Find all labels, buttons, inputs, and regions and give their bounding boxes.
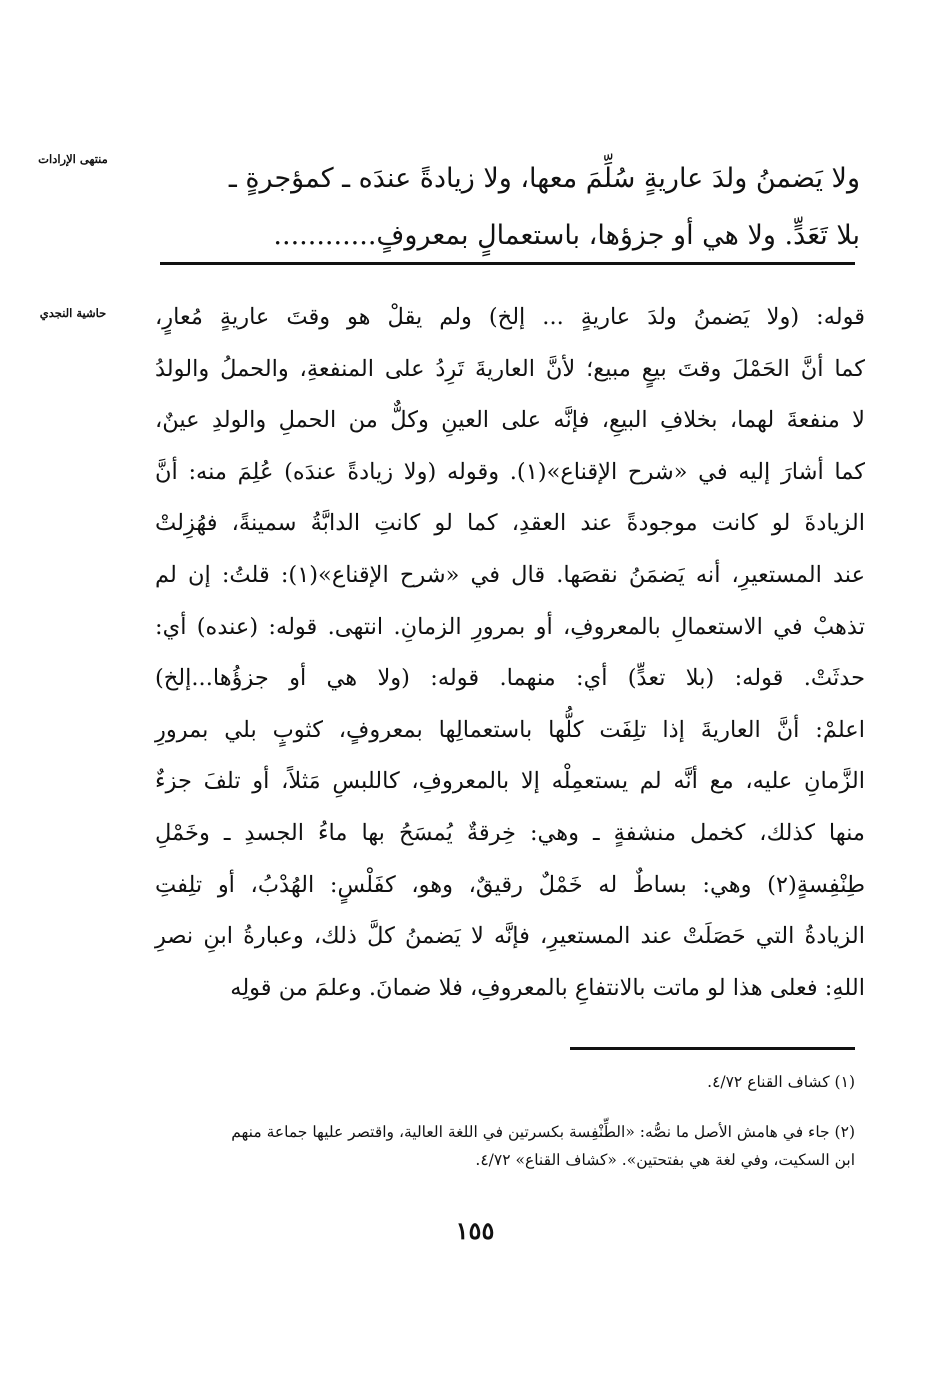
page-number: ١٥٥ <box>455 1216 495 1245</box>
commentary-line: كما أشارَ إليه في «شرح الإقناع»(١). وقوله (ولا زيادةً عندَه) عُلِمَ منه: أنَّ <box>155 458 866 485</box>
commentary-line: الزيادةَ لو كانت موجودةً عند العقدِ، كما لو كانتِ الدابَّةُ سمينةً، فهُزِلتْ <box>155 510 865 537</box>
commentary-line: قوله: (ولا يَضمنُ ولدَ عاريةٍ ... إلخ) ولم يقلْ هو وقتَ عاريةٍ مُعارٍ، <box>155 304 865 330</box>
commentary-line: طِنْفِسةٍ(٢) وهي: بساطٌ له خَمْلٌ رقيقٌ، وهو، كفَلْسٍ: الهُدْبُ، أو تلِفتِ <box>155 871 865 898</box>
commentary-line: تذهبْ في الاستعمالِ بالمعروفِ، أو بمرورِ الزمانِ. انتهى. قوله: (عنده) أي: <box>155 613 865 640</box>
commentary-line: الزيادةُ التي حَصَلَتْ عند المستعيرِ، فإنَّه لا يَضمنُ كلَّ ذلك، وعبارةُ ابنِ نصرِ <box>155 923 865 950</box>
hashiya-source-label: حاشية النجدي <box>39 306 107 320</box>
commentary-line: عند المستعيرِ، أنه يَضمَنُ نقصَها. قال في «شرح الإقناع»(١): قلتُ: إن لم <box>155 561 865 588</box>
footnote-1: (١) كشاف القناع ٤/٧٢. <box>707 1073 855 1091</box>
footnote-divider <box>570 1047 855 1050</box>
commentary-line: حدثَتْ. قوله: (بلا تعدٍّ) أي: منهما. قوله: (ولا هي أو جزؤُها...إلخ) <box>155 665 865 692</box>
commentary-line: منها كذلك، كخمل منشفةٍ ـ وهي: خِرقةٌ يُمسَحُ بها ماءُ الجسدِ ـ وخَمْلِ <box>155 819 865 846</box>
commentary-line: الزَّمانِ عليه، مع أنَّه لم يستعمِلْه إلا بالمعروفِ، كاللبسِ مَثلاً، أو تلفَ جزءٌ <box>155 768 865 795</box>
matn-line: ولا يَضمنُ ولدَ عاريةٍ سُلِّمَ معها، ولا زيادةً عندَه ـ كمؤجرةٍ ـ <box>228 163 860 194</box>
matn-text <box>160 150 860 264</box>
matn-source-label: منتهى الإرادات <box>38 152 108 166</box>
commentary-line: اللهِ: فعلى هذا لو ماتت بالانتفاعِ بالمعروفِ، فلا ضمانَ. وعلمَ من قولِه <box>230 974 865 1001</box>
footnote-2: (٢) جاء في هامش الأصل ما نصُّه: «الطِّنْفِسة بكسرتين في اللغة العالية، واقتصر عليها جماعة منهم <box>231 1123 855 1141</box>
matn-divider <box>160 262 855 265</box>
footnote-2-continued: ابن السكيت، وفي لغة هي بفتحتين». «كشاف القناع» ٤/٧٢. <box>475 1151 855 1169</box>
matn-line: بلا تَعَدٍّ. ولا هي أو جزؤها، باستعمالٍ بمعروفٍ............ <box>273 220 860 251</box>
footnotes <box>160 1068 855 1174</box>
commentary-line: لا منفعةَ لهما، بخلافِ البيعِ، فإنَّه على العينِ وكلٌّ من الحملِ والولدِ عينٌ، <box>155 407 865 434</box>
commentary-text <box>155 292 865 1014</box>
commentary-line: اعلمْ: أنَّ العاريةَ إذا تلِفَت كلُّها باستعمالِها بمعروفٍ، كثوبٍ بلي بمرورِ <box>155 716 865 743</box>
commentary-line: كما أنَّ الحَمْلَ وقتَ بيعٍ مبيع؛ لأنَّ العاريةَ تَرِدُ على المنفعةِ، والحملُ والولدُ <box>155 355 865 382</box>
